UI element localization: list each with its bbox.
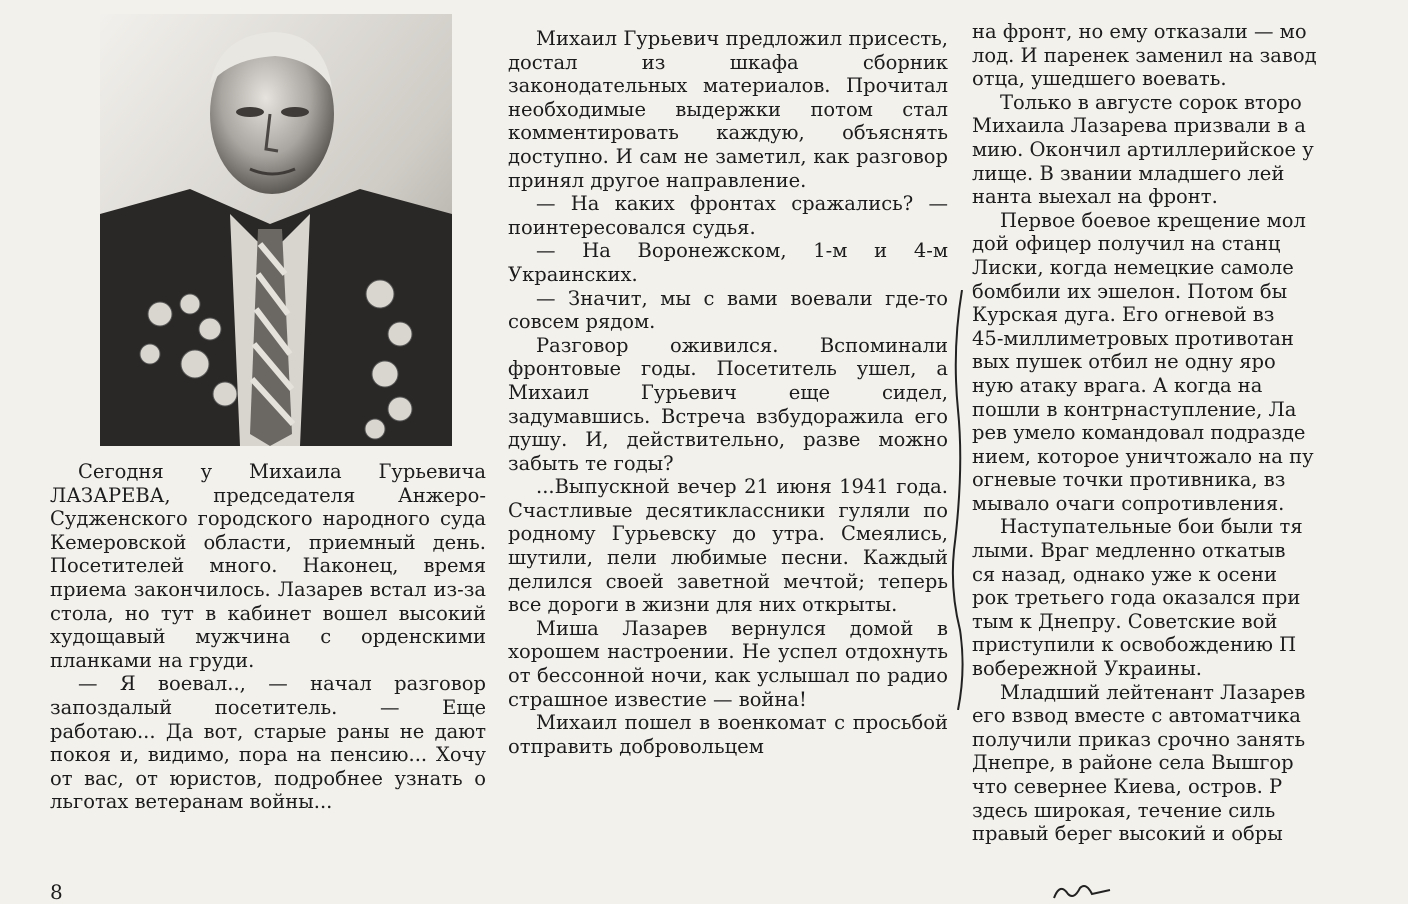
- portrait-photo: [100, 14, 452, 446]
- paragraph: — На каких фронтах сражались? — поинтересовался судья.: [508, 192, 948, 239]
- text-line: рок третьего года оказался при: [972, 586, 1301, 610]
- text-line: правый берег высокий и обры: [972, 822, 1283, 846]
- paragraph: ...Выпускной вечер 21 июня 1941 года. Счастливые десятиклассники гуляли по родному Гурьевску до утра. Смеялись, шутили, пели любимые песни. Каждый делился своей заветной мечтой; теперь все дороги в жизни для них открыты.: [508, 475, 948, 617]
- handwritten-signature: [1050, 880, 1130, 901]
- article-column-3: [972, 20, 1380, 846]
- paragraph: Михаил Гурьевич предложил присесть, достал из шкафа сборник законодательных материалов. Прочитал необходимые выдержки потом стал комментировать каждую, объяснять доступно. И сам не заметил, как разговор принял другое направление.: [508, 27, 948, 192]
- text-line: что севернее Киева, остров. Р: [972, 775, 1283, 798]
- text-line: на фронт, но ему отказали — мо: [972, 20, 1307, 43]
- text-line: его взвод вместе с автоматчика: [972, 704, 1301, 728]
- text-line: нием, которое уничтожало на пу: [972, 444, 1314, 468]
- article-column-1: [50, 460, 486, 814]
- paragraph: — Я воевал.., — начал разговор запоздалый посетитель. — Еще работаю... Да вот, старые раны не дают покоя и, видимо, пора на пенсию... Хочу от вас, от юристов, подробнее узнать о льготах ветеранам войны...: [50, 672, 486, 814]
- text-line: Курская дуга. Его огневой вз: [972, 303, 1275, 327]
- text-line: Первое боевое крещение мол: [1000, 208, 1306, 232]
- text-line: тым к Днепру. Советские вой: [972, 609, 1278, 633]
- text-line: дой офицер получил на станц: [972, 232, 1281, 256]
- paragraph: Разговор оживился. Вспоминали фронтовые годы. Посетитель ушел, а Михаил Гурьевич еще сидел, задумавшись. Встреча взбудоражила его душу. И, действительно, разве можно забыть те годы?: [508, 333, 948, 475]
- text-line: нанта выехал на фронт.: [972, 185, 1218, 209]
- paragraph: Сегодня у Михаила Гурьевича ЛАЗАРЕВА, председателя Анжеро-Судженского городского народного суда Кемеровской области, приемный день. Посетителей много. Наконец, время приема закончилось. Лазарев встал из-за стола, но тут в кабинет вошел высокий худощавый мужчина с орденскими планками на груди.: [50, 460, 486, 672]
- text-line: мывало очаги сопротивления.: [972, 491, 1285, 515]
- paragraph: — На Воронежском, 1-м и 4-м Украинских.: [508, 239, 948, 286]
- text-line: Младший лейтенант Лазарев: [1000, 680, 1306, 704]
- text-line: вых пушек отбил не одну яро: [972, 350, 1276, 374]
- text-line: Лиски, когда немецкие самоле: [972, 255, 1294, 279]
- text-line: ся назад, однако уже к осени: [972, 562, 1277, 586]
- text-line: мию. Окончил артиллерийское у: [972, 137, 1314, 161]
- text-line: здесь широкая, течение силь: [972, 798, 1276, 822]
- text-line: лод. И паренек заменил на завод: [972, 43, 1317, 67]
- text-line: 45-миллиметровых противотан: [972, 326, 1294, 350]
- page-number: 8: [50, 880, 63, 904]
- text-line: рев умело командовал подразде: [972, 421, 1306, 445]
- text-line: Наступательные бои были тя: [1000, 515, 1303, 539]
- text-line: приступили к освобождению П: [972, 633, 1297, 657]
- text-line: лыми. Враг медленно откатыв: [972, 539, 1286, 563]
- text-line: пошли в контрнаступление, Ла: [972, 397, 1297, 421]
- text-line: получили приказ срочно занять: [972, 727, 1306, 751]
- text-line: Михаила Лазарева призвали в а: [972, 114, 1306, 138]
- paragraph: — Значит, мы с вами воевали где-то совсем рядом.: [508, 286, 948, 334]
- article-column-2: [508, 27, 948, 758]
- text-line: Днепре, в районе села Вышгор: [972, 751, 1294, 775]
- text-line: вобережной Украины.: [972, 657, 1202, 681]
- text-line: отца, ушедшего воевать.: [972, 67, 1227, 91]
- text-line: лище. В звании младшего лей: [972, 161, 1285, 185]
- text-line: Только в августе сорок второ: [1000, 90, 1302, 114]
- handwritten-bracket-mark: [948, 290, 972, 710]
- paragraph: Миша Лазарев вернулся домой в хорошем настроении. Не успел отдохнуть от бессонной ночи, как услышал по радио страшное известие — война!: [508, 616, 948, 711]
- text-line: бомбили их эшелон. Потом бы: [972, 279, 1288, 303]
- text-line: ную атаку врага. А когда на: [972, 373, 1263, 397]
- text-line: огневые точки противника, вз: [972, 468, 1286, 492]
- paragraph: Михаил пошел в военкомат с просьбой отправить добровольцем: [508, 711, 948, 758]
